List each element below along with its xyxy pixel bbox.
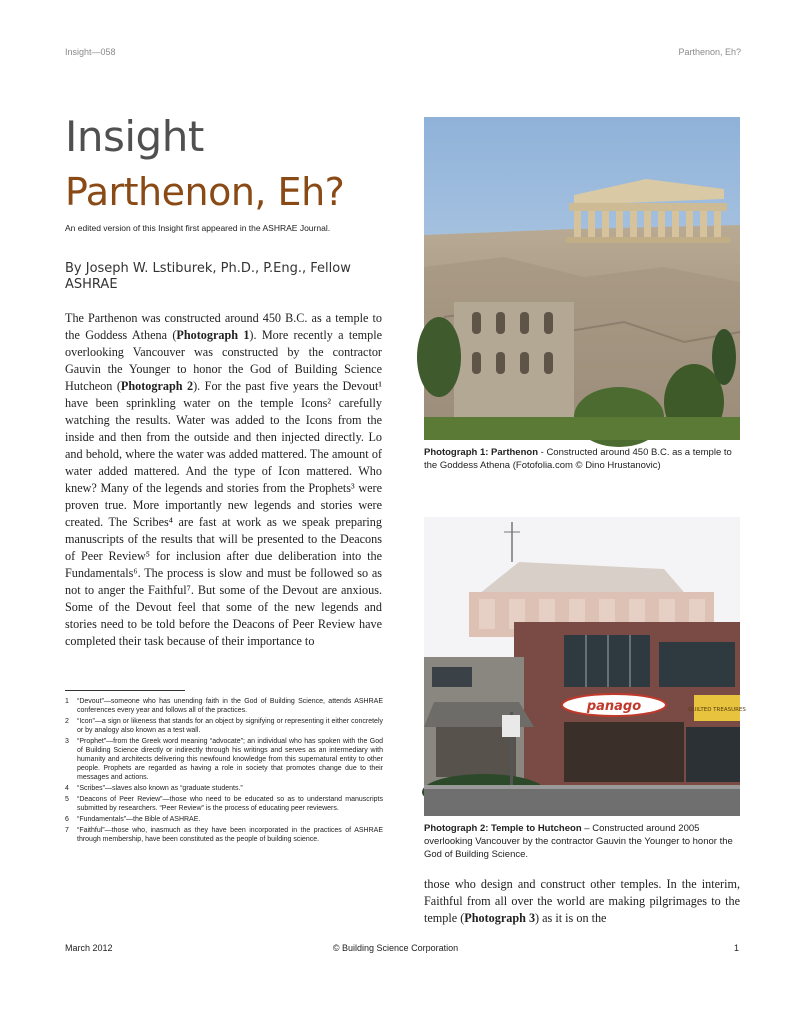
footnotes bbox=[65, 697, 383, 846]
footnote-number: 4 bbox=[65, 785, 69, 792]
footnote-number: 3 bbox=[65, 738, 69, 745]
footnote bbox=[65, 697, 383, 715]
footer-date: March 2012 bbox=[65, 943, 113, 953]
footnote-number: 2 bbox=[65, 718, 69, 725]
footnote bbox=[65, 826, 383, 844]
photo2-caption-title: Photograph 2: Temple to Hutcheon bbox=[424, 823, 582, 834]
footnote-text: “Fundamentals”—the Bible of ASHRAE. bbox=[77, 816, 201, 823]
continuation-part: ) as it is on the bbox=[535, 911, 607, 925]
parthenon-illustration bbox=[424, 117, 740, 440]
photo-reference: Photograph 2 bbox=[120, 379, 194, 393]
footnote-divider bbox=[65, 690, 185, 691]
quilt-shop-sign: QUILTED TREASURES bbox=[688, 707, 746, 713]
photo2-caption bbox=[424, 822, 734, 861]
temple-illustration bbox=[424, 517, 746, 816]
body-text-part: The Parthenon was constructed around 450 B.C. as a temple to the Goddess Athena ( bbox=[65, 311, 382, 342]
page-title: Insight bbox=[65, 112, 204, 161]
footnote-text: “Scribes”—slaves also known as “graduate students.” bbox=[77, 785, 243, 792]
footnote-text: “Icon”—a sign or likeness that stands for an object by signifying or representing it either concretely or by analogy also known as a test wall. bbox=[77, 718, 383, 734]
photo1-caption-text: - Constructed around 450 B.C. as a temple to the Goddess Athena (Fotofolia.com © Dino Hrustanovic) bbox=[424, 447, 732, 471]
photo2-caption-text: – Constructed around 2005 overlooking Vancouver by the contractor Gauvin the Younger to honor the God of Building Science. bbox=[424, 823, 733, 860]
running-header-left: Insight—058 bbox=[65, 47, 116, 57]
footnote-text: “Devout”—someone who has unending faith in the God of Building Science, attends ASHRAE conferences every year and follows all of the practices. bbox=[77, 698, 383, 714]
footer-copyright: © Building Science Corporation bbox=[332, 943, 459, 953]
footnote-number: 5 bbox=[65, 796, 69, 803]
footnote bbox=[65, 717, 383, 735]
footnote bbox=[65, 737, 383, 782]
continuation-text bbox=[424, 876, 740, 927]
panago-sign: panago bbox=[586, 699, 642, 714]
photograph-parthenon bbox=[424, 117, 740, 440]
footnote bbox=[65, 784, 383, 793]
body-text-part: ). For the past five years the Devout¹ have been sprinkling water on the temple Icons² carefully watching the results. Water was added to the Icons from the inside and then from the outside and then injected directly. Lo and behold, where the water was added mattered. The amount of water added mattered. And the type of Icon mattered. Who knew? Many of the legends and stories from the Prophets³ were proven true. More importantly new legends and stories were created. The Scribes⁴ are fast at work as we speak preparing manuscripts of the results that will be presented to the Deacons of Peer Review⁵ for inclusion after due deliberation into the Fundamentals⁶. The process is slow and must be followed so as not to anger the Faithful⁷. But some of the Devout are anxious. Some of the Devout feel that some of the new legends and stories need to be told before the Deacons of Peer Review have completed their task because of their importance to bbox=[65, 379, 382, 648]
footnote-text: “Deacons of Peer Review”—those who need to be educated so as to understand manuscripts submitted by researchers. “Peer Review” is the process of educating peer reviewers. bbox=[77, 796, 383, 812]
photo-reference: Photograph 1 bbox=[176, 328, 250, 342]
footnote-text: “Prophet”—from the Greek word meaning “advocate”; an individual who has spoken with the God of Building Science directly or indirectly through his writings and serves as an intermediary with humanity and architects delivering this newfound knowledge from this supernatural entity to other people. Prophets are regarded as having a role in society that promotes change due to their messages and actions. bbox=[77, 738, 383, 781]
running-header-right: Parthenon, Eh? bbox=[678, 47, 741, 57]
page-number: 1 bbox=[733, 943, 739, 953]
photo1-caption bbox=[424, 446, 734, 472]
footnote-number: 6 bbox=[65, 816, 69, 823]
photo1-caption-title: Photograph 1: Parthenon bbox=[424, 447, 538, 458]
body-text bbox=[65, 310, 382, 676]
body-text-part: ). More recently a temple overlooking Vancouver was constructed by the contractor Gauvin the Younger to honor the God of Building Science Hutcheon ( bbox=[65, 328, 382, 393]
footnote bbox=[65, 815, 383, 824]
footnote-text: “Faithful”—those who, inasmuch as they have been incorporated in the practices of ASHRAE through membership, have been constituted as the people of building science. bbox=[77, 827, 383, 843]
byline: By Joseph W. Lstiburek, Ph.D., P.Eng., Fellow ASHRAE bbox=[65, 261, 351, 292]
page-subtitle: Parthenon, Eh? bbox=[65, 170, 345, 214]
continuation-part: those who design and construct other temples. In the interim, Faithful from all over the world are making pilgrimages to the temple ( bbox=[424, 877, 740, 925]
footnote-number: 7 bbox=[65, 827, 69, 834]
footnote bbox=[65, 795, 383, 813]
footnote-number: 1 bbox=[65, 698, 69, 705]
photograph-temple bbox=[424, 517, 746, 816]
intro-note: An edited version of this Insight first appeared in the ASHRAE Journal. bbox=[65, 223, 331, 233]
photo-reference: Photograph 3 bbox=[464, 911, 536, 925]
